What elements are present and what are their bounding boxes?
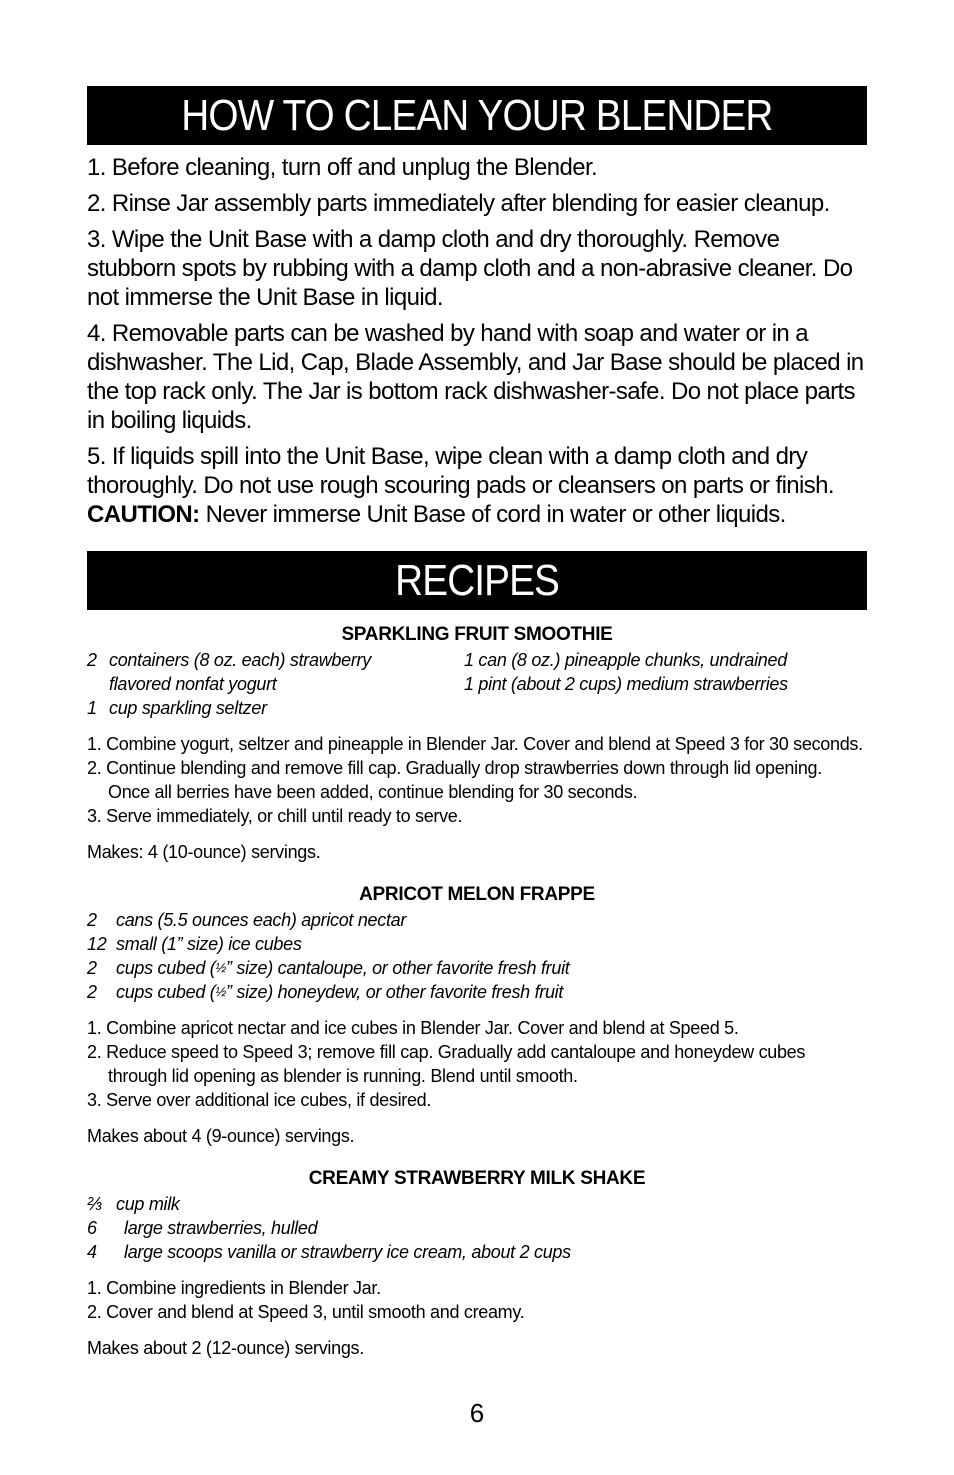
ingredient (87, 1216, 867, 1240)
ingredients (87, 908, 867, 1004)
ingredient (87, 1240, 867, 1264)
clean-step (87, 442, 867, 529)
ingredient-qty: 2 (87, 958, 97, 978)
ingredients (87, 1192, 867, 1264)
ingredient (87, 672, 464, 696)
ingredient-text: cups cubed ( (116, 982, 216, 1002)
clean-section-banner (87, 86, 867, 145)
recipes-section-title: RECIPES (395, 556, 559, 605)
recipe-step: 2. Cover and blend at Speed 3, until smooth and creamy. (87, 1302, 525, 1322)
ingredient-qty: 6 (87, 1218, 97, 1238)
ingredient-text: small (1” size) ice cubes (116, 934, 302, 954)
ingredient-fraction: ½ (215, 960, 227, 975)
manual-page (87, 86, 867, 1360)
clean-step: 4. Removable parts can be washed by hand with soap and water or in a dishwasher. The Lid, Cap, Blade Assembly, and Jar Base should be placed in the top rack only. The Jar is bottom rack dishwasher-safe. Do not place parts in boiling liquids. (87, 320, 864, 434)
page-number: 6 (469, 1398, 485, 1428)
recipe-yield: Makes: 4 (10-ounce) servings. (87, 842, 321, 862)
recipe-smoothie (87, 624, 867, 864)
recipe-shake (87, 1168, 867, 1360)
ingredient (87, 648, 464, 672)
recipe-step: 1. Combine ingredients in Blender Jar. (87, 1278, 381, 1298)
ingredient-text: cup sparkling seltzer (109, 698, 267, 718)
ingredient-text: large scoops vanilla or strawberry ice cream, about 2 cups (124, 1242, 571, 1262)
ingredient-qty: 12 (87, 934, 107, 954)
clean-section-title: HOW TO CLEAN YOUR BLENDER (181, 91, 773, 140)
recipe-step: 2. Reduce speed to Speed 3; remove fill cap. Gradually add cantaloupe and honeydew cubes through lid opening as blender is running. Blend until smooth. (87, 1042, 806, 1086)
ingredient-text: containers (8 oz. each) strawberry (109, 650, 371, 670)
caution-text: Never immerse Unit Base of cord in water or other liquids. (199, 501, 786, 528)
recipe-yield: Makes about 2 (12-ounce) servings. (87, 1338, 364, 1358)
recipe-title: CREAMY STRAWBERRY MILK SHAKE (308, 1168, 646, 1189)
ingredient (87, 980, 867, 1004)
ingredient-qty: 2 (87, 982, 97, 1002)
ingredient: 1 pint (about 2 cups) medium strawberries (464, 674, 788, 694)
ingredient (87, 908, 867, 932)
ingredient-qty: 2 (87, 650, 97, 670)
recipe-step: 3. Serve over additional ice cubes, if desired. (87, 1090, 432, 1110)
ingredients-right (464, 648, 864, 720)
ingredient: 1 can (8 oz.) pineapple chunks, undrained (464, 650, 787, 670)
recipe-steps (87, 1016, 867, 1112)
recipe-title: APRICOT MELON FRAPPE (359, 884, 595, 905)
clean-step-text: 5. If liquids spill into the Unit Base, wipe clean with a damp cloth and dry thoroughly. Do not use rough scouring pads or cleansers on parts or finish. (87, 443, 835, 499)
ingredient-qty: 4 (87, 1242, 97, 1262)
ingredients-left (87, 648, 464, 720)
ingredient-text: cups cubed ( (116, 958, 216, 978)
recipes-section-banner (87, 551, 867, 610)
recipe-step: 1. Combine apricot nectar and ice cubes in Blender Jar. Cover and blend at Speed 5. (87, 1018, 739, 1038)
ingredient-text: ” size) honeydew, or other favorite fresh fruit (226, 982, 564, 1002)
clean-step: 1. Before cleaning, turn off and unplug the Blender. (87, 154, 598, 181)
clean-steps (87, 153, 867, 529)
ingredient (87, 932, 867, 956)
ingredient-text: flavored nonfat yogurt (109, 674, 277, 694)
recipe-steps (87, 732, 867, 828)
ingredient-qty: ⅔ (87, 1194, 102, 1214)
recipe-frappe (87, 884, 867, 1148)
recipe-step: 3. Serve immediately, or chill until ready to serve. (87, 806, 463, 826)
ingredient (87, 696, 464, 720)
ingredient-qty: 1 (87, 698, 97, 718)
ingredient (87, 956, 867, 980)
ingredient-text: large strawberries, hulled (124, 1218, 318, 1238)
caution-label: CAUTION: (87, 501, 200, 528)
ingredient-text: cup milk (116, 1194, 180, 1214)
recipe-step: 2. Continue blending and remove fill cap. Gradually drop strawberries down through lid opening. Once all berries have been added, continue blending for 30 seconds. (87, 758, 822, 802)
clean-step: 2. Rinse Jar assembly parts immediately after blending for easier cleanup. (87, 190, 830, 217)
recipe-step: 1. Combine yogurt, seltzer and pineapple in Blender Jar. Cover and blend at Speed 3 for 30 seconds. (87, 734, 863, 754)
ingredient-qty: 2 (87, 910, 97, 930)
ingredients (87, 648, 867, 720)
recipe-yield: Makes about 4 (9-ounce) servings. (87, 1126, 355, 1146)
recipe-steps (87, 1276, 867, 1324)
clean-step: 3. Wipe the Unit Base with a damp cloth and dry thoroughly. Remove stubborn spots by rubbing with a damp cloth and a non-abrasive cleaner. Do not immerse the Unit Base in liquid. (87, 226, 853, 311)
ingredient-text: ” size) cantaloupe, or other favorite fresh fruit (226, 958, 570, 978)
ingredient-fraction: ½ (215, 984, 227, 999)
ingredient (87, 1192, 867, 1216)
recipe-title: SPARKLING FRUIT SMOOTHIE (341, 624, 613, 645)
ingredient-text: cans (5.5 ounces each) apricot nectar (116, 910, 407, 930)
